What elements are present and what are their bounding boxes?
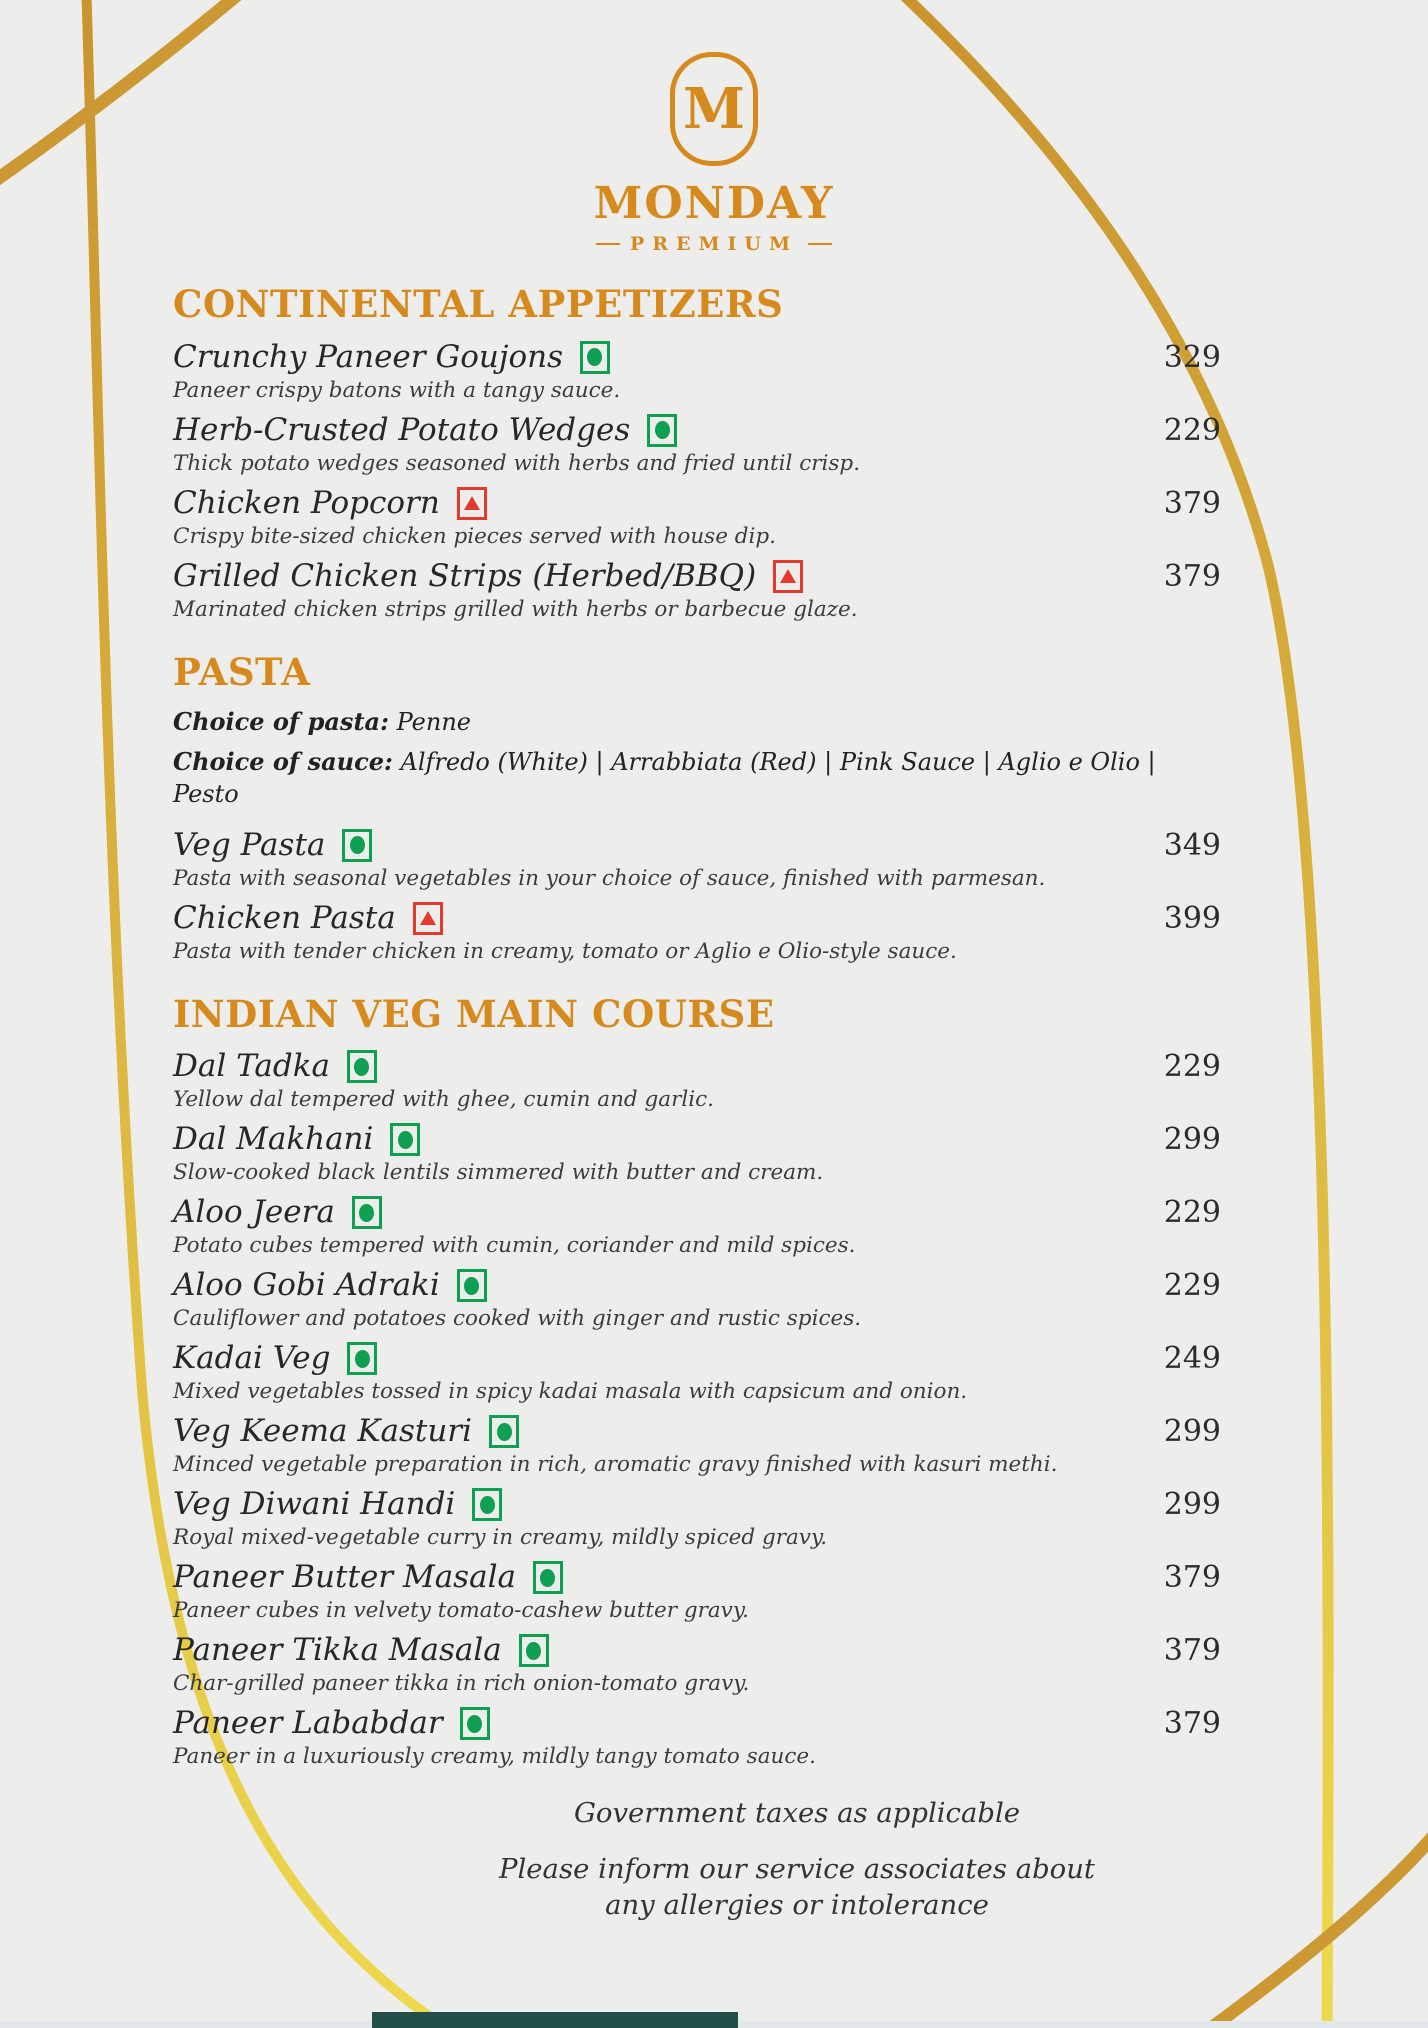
tagline-text: PREMIUM — [629, 233, 799, 255]
item-name: Paneer Butter Masala — [173, 1559, 516, 1596]
menu-item — [173, 485, 1221, 549]
menu-item — [173, 1413, 1221, 1477]
brand-tagline — [0, 233, 1428, 255]
item-price: 379 — [1163, 1560, 1221, 1596]
item-name: Paneer Tikka Masala — [173, 1632, 502, 1669]
page-footer — [173, 1795, 1221, 1923]
non-veg-icon — [773, 560, 803, 593]
item-description: Crispy bite-sized chicken pieces served with house dip. — [173, 523, 777, 549]
item-row — [173, 1340, 1221, 1377]
choice-label: Choice of pasta: — [173, 707, 389, 737]
section-title: PASTA — [173, 649, 311, 694]
veg-icon — [533, 1561, 563, 1594]
menu-item — [173, 1267, 1221, 1331]
item-price: 229 — [1163, 1195, 1221, 1231]
item-description: Char-grilled paneer tikka in rich onion-tomato gravy. — [173, 1671, 750, 1697]
item-price: 299 — [1163, 1414, 1221, 1450]
menu-item — [173, 1048, 1221, 1112]
menu-section — [173, 649, 1221, 964]
menu-item — [173, 900, 1221, 964]
item-price: 299 — [1163, 1122, 1221, 1158]
menu-item — [173, 1632, 1221, 1696]
tax-note: Government taxes as applicable — [573, 1797, 1021, 1829]
item-name: Paneer Lababdar — [173, 1705, 443, 1742]
menu-section — [173, 284, 1221, 622]
item-row — [173, 1559, 1221, 1596]
choice-value: Penne — [396, 708, 471, 737]
item-description: Minced vegetable preparation in rich, aromatic gravy finished with kasuri methi. — [173, 1452, 1058, 1478]
choice-value: Alfredo (White) | Arrabbiata (Red) | Pink Sauce | Aglio e Olio | Pesto — [173, 747, 1156, 809]
item-price: 379 — [1163, 1633, 1221, 1669]
brand-header — [0, 52, 1428, 255]
item-price: 379 — [1163, 1706, 1221, 1742]
item-name: Kadai Veg — [173, 1340, 331, 1377]
item-price: 229 — [1163, 412, 1221, 448]
item-description: Pasta with tender chicken in creamy, tomato or Aglio e Olio-style sauce. — [173, 938, 957, 964]
brand-monogram-badge — [670, 52, 758, 166]
item-price: 299 — [1163, 1487, 1221, 1523]
section-title: INDIAN VEG MAIN COURSE — [173, 991, 775, 1036]
section-items — [173, 339, 1221, 622]
section-items — [173, 827, 1221, 964]
non-veg-icon — [457, 487, 487, 520]
tagline-dash-left — [596, 243, 620, 246]
brand-name: MONDAY — [593, 178, 835, 229]
item-price: 229 — [1163, 1268, 1221, 1304]
choice-note — [173, 746, 1221, 811]
allergy-note-line1: Please inform our service associates about — [498, 1853, 1095, 1885]
menu-item — [173, 1559, 1221, 1623]
item-row — [173, 1267, 1221, 1304]
menu-item — [173, 1121, 1221, 1185]
item-row — [173, 900, 1221, 937]
veg-icon — [580, 341, 610, 374]
item-price: 329 — [1163, 339, 1221, 375]
item-price: 249 — [1163, 1341, 1221, 1377]
item-row — [173, 1413, 1221, 1450]
item-row — [173, 339, 1221, 376]
veg-icon — [352, 1196, 382, 1229]
item-description: Potato cubes tempered with cumin, coriander and mild spices. — [173, 1233, 856, 1259]
item-name: Aloo Jeera — [173, 1194, 335, 1231]
item-row — [173, 1194, 1221, 1231]
menu-item — [173, 558, 1221, 622]
veg-icon — [472, 1488, 502, 1521]
outer-gold-arc-bottom-right — [1192, 1826, 1428, 2028]
item-name: Aloo Gobi Adraki — [173, 1267, 440, 1304]
non-veg-icon — [413, 902, 443, 935]
menu-section — [173, 991, 1221, 1770]
item-price: 229 — [1163, 1049, 1221, 1085]
item-description: Thick potato wedges seasoned with herbs and fried until crisp. — [173, 450, 861, 476]
item-name: Dal Tadka — [173, 1048, 330, 1085]
item-name: Herb-Crusted Potato Wedges — [173, 411, 631, 448]
item-name: Veg Keema Kasturi — [173, 1413, 473, 1450]
veg-icon — [390, 1123, 420, 1156]
item-price: 399 — [1163, 900, 1221, 936]
menu-item — [173, 1194, 1221, 1258]
item-description: Slow-cooked black lentils simmered with butter and cream. — [173, 1160, 824, 1186]
section-items — [173, 1048, 1221, 1769]
allergy-note-line2: any allergies or intolerance — [605, 1889, 989, 1921]
veg-icon — [457, 1269, 487, 1302]
item-description: Cauliflower and potatoes cooked with ginger and rustic spices. — [173, 1306, 862, 1332]
item-price: 379 — [1163, 485, 1221, 521]
item-description: Paneer crispy batons with a tangy sauce. — [173, 377, 621, 403]
item-row — [173, 1048, 1221, 1085]
veg-icon — [460, 1707, 490, 1740]
item-row — [173, 412, 1221, 449]
item-row — [173, 1705, 1221, 1742]
item-description: Yellow dal tempered with ghee, cumin and garlic. — [173, 1087, 715, 1113]
item-name: Veg Pasta — [173, 826, 326, 863]
item-description: Pasta with seasonal vegetables in your choice of sauce, finished with parmesan. — [173, 865, 1046, 891]
brand-monogram: M — [683, 76, 745, 142]
menu-item — [173, 339, 1221, 403]
item-name: Grilled Chicken Strips (Herbed/BBQ) — [173, 557, 757, 594]
veg-icon — [489, 1415, 519, 1448]
item-row — [173, 827, 1221, 864]
veg-icon — [519, 1634, 549, 1667]
item-description: Mixed vegetables tossed in spicy kadai masala with capsicum and onion. — [173, 1379, 968, 1405]
item-description: Royal mixed-vegetable curry in creamy, mildly spiced gravy. — [173, 1525, 828, 1551]
item-row — [173, 485, 1221, 522]
section-notes — [173, 706, 1221, 810]
item-row — [173, 1632, 1221, 1669]
menu-item — [173, 1340, 1221, 1404]
item-name: Veg Diwani Handi — [173, 1486, 456, 1523]
item-price: 349 — [1163, 827, 1221, 863]
choice-label: Choice of sauce: — [173, 746, 393, 776]
item-row — [173, 1486, 1221, 1523]
item-row — [173, 558, 1221, 595]
item-name: Chicken Popcorn — [173, 484, 440, 521]
teal-bottom-bar — [372, 2012, 738, 2028]
item-row — [173, 1121, 1221, 1158]
tagline-dash-right — [808, 243, 832, 246]
veg-icon — [347, 1342, 377, 1375]
menu-item — [173, 1705, 1221, 1769]
veg-icon — [342, 829, 372, 862]
choice-note — [173, 706, 1221, 738]
item-description: Paneer cubes in velvety tomato-cashew butter gravy. — [173, 1598, 749, 1624]
item-description: Marinated chicken strips grilled with herbs or barbecue glaze. — [173, 596, 858, 622]
item-name: Chicken Pasta — [173, 899, 396, 936]
veg-icon — [647, 414, 677, 447]
item-description: Paneer in a luxuriously creamy, mildly tangy tomato sauce. — [173, 1744, 816, 1770]
menu-item — [173, 827, 1221, 891]
item-price: 379 — [1163, 558, 1221, 594]
section-title: CONTINENTAL APPETIZERS — [173, 282, 784, 326]
item-name: Crunchy Paneer Goujons — [173, 338, 563, 375]
menu-item — [173, 412, 1221, 476]
menu-item — [173, 1486, 1221, 1550]
menu-content — [173, 284, 1221, 1793]
veg-icon — [347, 1050, 377, 1083]
item-name: Dal Makhani — [173, 1121, 374, 1158]
